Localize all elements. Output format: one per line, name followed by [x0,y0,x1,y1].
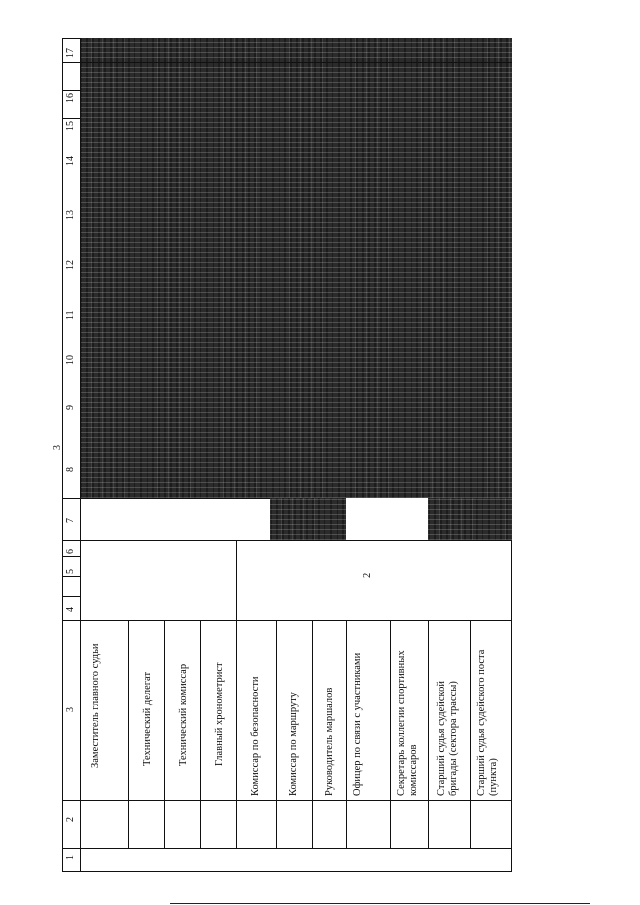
rule [62,118,80,119]
rule [62,498,270,499]
row-label: Комиссар по безопасности [250,676,261,796]
scan-edge-line [170,903,590,904]
col-number: 1 [65,855,76,860]
row-label: Офицер по связи с участниками [352,652,363,796]
col-number: 10 [65,355,76,365]
row-label: Старший судья судейского поста (пункта) [476,649,499,796]
rule [470,620,471,848]
col-number: 7 [65,518,76,523]
rule [80,38,81,872]
row-label: Технический делегат [142,671,153,766]
rule [62,90,80,91]
col-number: 15 [65,121,76,131]
rule [164,620,165,848]
rule [62,800,512,801]
row-label: Старший судья судейской бригады (сектора трассы) [436,681,459,796]
rule [62,576,80,577]
rule [236,540,237,848]
row-label: Заместитель главного судьи [90,643,101,768]
col-number: 17 [65,48,76,58]
merged-cell-label: 2 [362,572,373,578]
rule [62,596,80,597]
rule [276,620,277,848]
col-number: 4 [65,607,76,612]
rule [428,620,429,848]
shaded-area-notch-1 [270,498,346,540]
rule [62,540,512,541]
col-number: 13 [65,210,76,220]
rule [62,556,80,557]
shaded-area-notch-2 [428,498,512,540]
col-number: 5 [65,569,76,574]
col-number: 2 [65,817,76,822]
row-label: Технический комиссар [178,663,189,766]
col-number: 8 [65,467,76,472]
col-number: 6 [65,549,76,554]
col-number: 3 [65,707,76,712]
row-label: Главный хронометрист [214,662,225,766]
shaded-area-main [80,38,512,498]
col-number: 16 [65,93,76,103]
col-number: 11 [65,310,76,320]
page-number: 3 [52,445,63,450]
rule [390,620,391,848]
rule [62,620,512,621]
row-label: Руководитель маршалов [324,687,335,796]
rule [200,620,201,848]
row-label: Секретарь коллегии спортивных комиссаров [396,650,419,796]
rule [312,620,313,848]
col-number: 12 [65,260,76,270]
rule [62,848,512,849]
row-label: Комиссар по маршруту [288,692,299,796]
col-number: 14 [65,156,76,166]
col-number: 9 [65,405,76,410]
rule [128,620,129,848]
rule [346,620,347,848]
rule [62,62,512,63]
